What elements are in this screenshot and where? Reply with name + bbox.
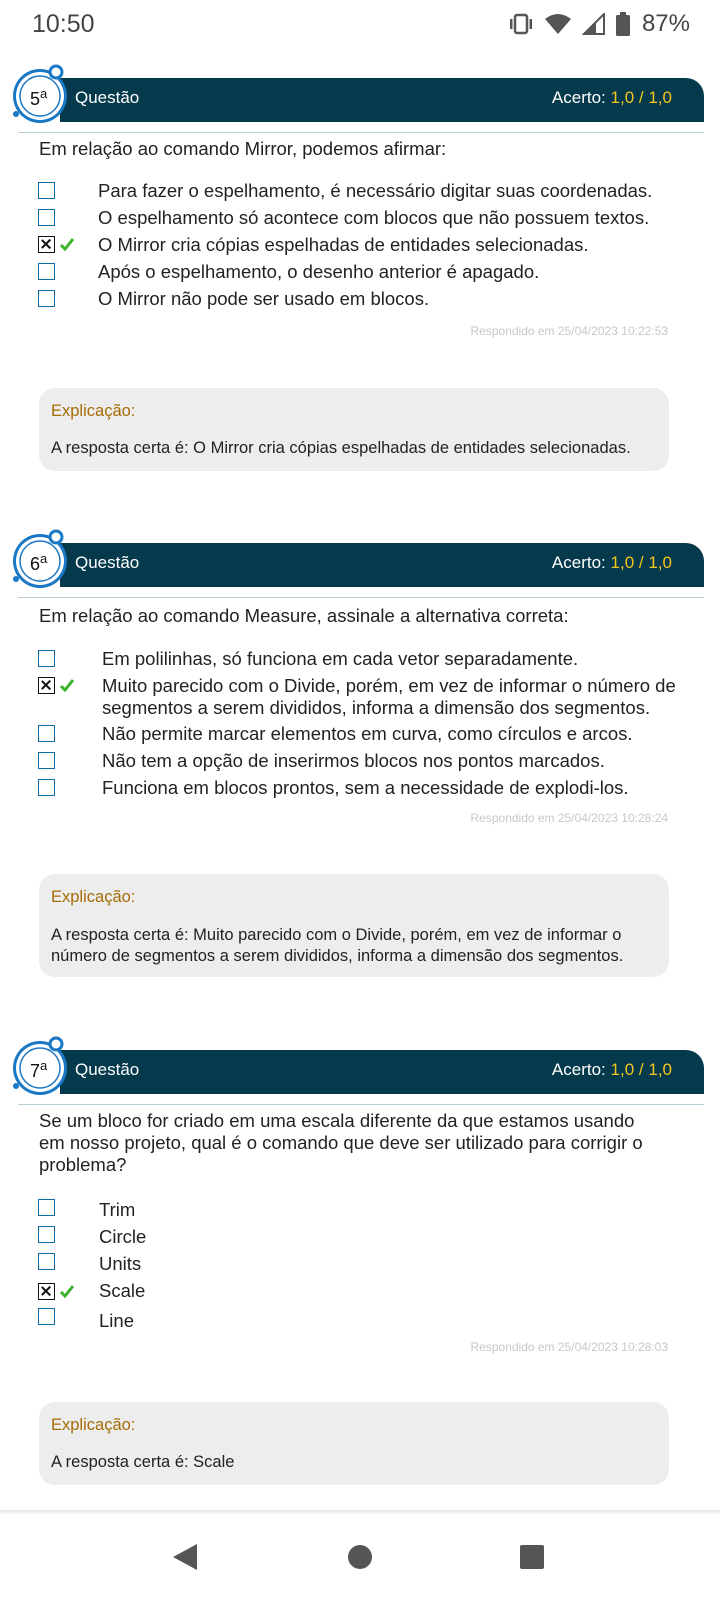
question-header [60,543,704,587]
status-icons [508,10,690,38]
score-separator: / [638,1060,644,1079]
option-3[interactable] [38,725,698,751]
question-header [60,1050,704,1094]
answered-timestamp: Respondido em 25/04/2023 10:28:24 [470,811,668,825]
vibrate-icon [508,13,534,35]
answered-timestamp: Respondido em 25/04/2023 10:28:03 [470,1340,668,1354]
option-4[interactable] [38,752,698,778]
option-1[interactable] [38,182,698,208]
option-text: Line [99,1310,134,1331]
checkbox-checked[interactable] [38,1283,55,1300]
question-number: 7$^a$ [30,1058,48,1081]
explanation-title: Explicação: [51,888,136,906]
score-max: 1,0 [648,553,672,572]
header-underline [18,597,704,598]
option-5[interactable] [38,290,698,316]
explanation-text: A resposta certa é: Muito parecido com o Divide, porém, em vez de informar o número de segmentos a serem divididos, informa a dimensão dos segmentos. [51,926,624,965]
navigation-bar [0,1515,720,1600]
battery-percent: 87% [641,10,690,37]
score-label: Acerto: [551,88,606,107]
option-3[interactable] [38,236,698,262]
checkbox[interactable] [38,650,55,667]
option-text: Não tem a opção de inserirmos blocos nos pontos marcados. [102,750,605,771]
question-number: 5$^a$ [30,86,48,109]
battery-icon [616,12,630,36]
question-label: Questão [75,1060,140,1079]
explanation-text: A resposta certa é: Scale [51,1453,235,1471]
option-text: Scale [99,1280,146,1301]
option-5[interactable] [38,779,698,805]
score [552,1060,672,1080]
status-time: 10:50 [32,10,95,38]
explanation-box [39,1402,669,1485]
checkbox[interactable] [38,1199,55,1216]
option-3[interactable] [38,1253,698,1279]
explanation-box [39,388,669,471]
recents-button[interactable] [512,1537,552,1577]
question-number: 6$^a$ [30,551,48,574]
option-text: Trim [99,1199,136,1220]
option-5[interactable] [38,1308,698,1334]
explanation-box [39,874,669,977]
checkbox[interactable] [38,1253,55,1270]
option-text: Units [99,1253,142,1274]
option-text: O Mirror não pode ser usado em blocos. [98,288,430,309]
checkbox-checked[interactable] [38,236,55,253]
score [552,88,672,108]
checkbox[interactable] [38,182,55,199]
option-2[interactable] [38,1226,698,1252]
question-label: Questão [75,88,140,107]
score-max: 1,0 [648,1060,672,1079]
score-separator: / [638,88,644,107]
option-4[interactable] [38,263,698,289]
option-text: Não permite marcar elementos em curva, como círculos e arcos. [102,723,633,744]
answered-timestamp: Respondido em 25/04/2023 10:22:53 [470,324,668,338]
option-text: Após o espelhamento, o desenho anterior é apagado. [98,261,540,282]
status-bar [0,0,720,52]
checkbox[interactable] [38,1226,55,1243]
checkbox[interactable] [38,209,55,226]
option-4[interactable] [38,1280,698,1309]
option-1[interactable] [38,650,698,676]
explanation-title: Explicação: [51,402,136,420]
checkbox[interactable] [38,1308,55,1325]
home-button[interactable] [340,1537,380,1577]
question-label: Questão [75,553,140,572]
question-text: Em relação ao comando Measure, assinale a alternativa correta: [39,605,569,626]
checkbox[interactable] [38,752,55,769]
checkbox[interactable] [38,725,55,742]
correct-check-icon [60,677,74,693]
explanation-title: Explicação: [51,1416,136,1434]
option-text: O espelhamento só acontece com blocos que não possuem textos. [98,207,650,228]
score-value: 1,0 [610,88,635,107]
checkbox[interactable] [38,263,55,280]
score [552,553,672,573]
home-icon [347,1544,373,1570]
score-label: Acerto: [551,553,606,572]
score-value: 1,0 [610,1060,635,1079]
checkbox[interactable] [38,290,55,307]
question-text: Em relação ao comando Mirror, podemos afirmar: [39,138,447,159]
option-text: O Mirror cria cópias espelhadas de entidades selecionadas. [98,234,589,255]
score-value: 1,0 [610,553,635,572]
option-2[interactable] [38,677,698,723]
header-underline [18,132,704,133]
option-text: Em polilinhas, só funciona em cada vetor separadamente. [102,648,579,669]
header-underline [18,1104,704,1105]
question-header [60,78,704,122]
question-text: Se um bloco for criado em uma escala diferente da que estamos usando em nosso projeto, qual é o comando que deve ser utilizado para corrigir o problema? [39,1110,643,1175]
option-2[interactable] [38,209,698,235]
score-separator: / [638,553,644,572]
back-button[interactable] [165,1537,205,1577]
option-text: Funciona em blocos prontos, sem a necessidade de explodi-los. [102,777,629,798]
signal-icon [582,13,606,35]
option-text: Circle [99,1226,147,1247]
checkbox-checked[interactable] [38,677,55,694]
correct-check-icon [60,1283,74,1299]
checkbox[interactable] [38,779,55,796]
option-text: Para fazer o espelhamento, é necessário digitar suas coordenadas. [98,180,653,201]
option-1[interactable] [38,1199,698,1225]
wifi-icon [544,13,572,35]
explanation-text: A resposta certa é: O Mirror cria cópias espelhadas de entidades selecionadas. [51,439,631,457]
option-text: Muito parecido com o Divide, porém, em vez de informar o número de segmentos a serem divididos, informa a dimensão dos segmentos. [102,675,676,718]
recents-icon [519,1544,545,1570]
correct-check-icon [60,236,74,252]
score-max: 1,0 [648,88,672,107]
back-icon [171,1542,199,1572]
score-label: Acerto: [551,1060,606,1079]
